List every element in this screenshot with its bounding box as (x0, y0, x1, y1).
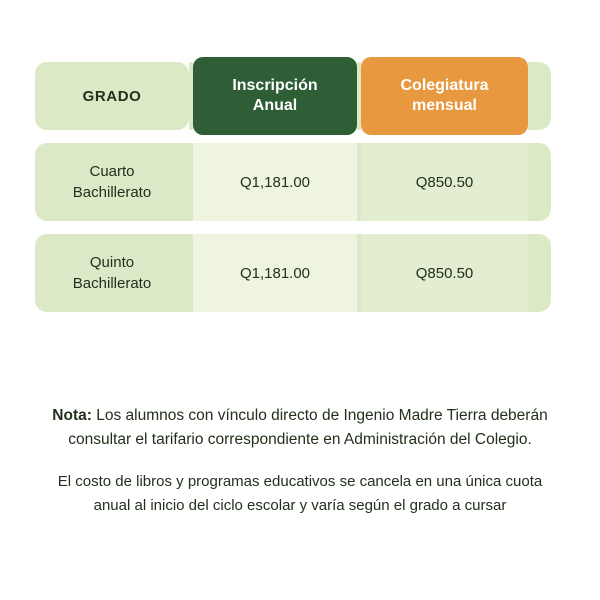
row-grado-cell (35, 234, 189, 312)
column-header-colegiatura (361, 57, 528, 135)
row-inscripcion-value: Q1,181.00 (193, 234, 357, 312)
note-primary-text: Los alumnos con vínculo directo de Ingenio Madre Tierra deberán consultar el tarifario correspondiente en Administración del Colegio. (68, 406, 548, 448)
row-grado-line2: Bachillerato (72, 184, 152, 201)
note-primary (40, 404, 560, 452)
row-grado-line1: Cuarto (89, 163, 135, 180)
table-row (35, 234, 565, 312)
row-right-spacer (528, 234, 551, 312)
table-header-row (35, 62, 565, 130)
note-primary-label: Nota: (52, 406, 92, 424)
header-right-spacer (528, 62, 551, 130)
row-grado-cell (35, 143, 189, 221)
row-inscripcion-value: Q1,181.00 (193, 143, 357, 221)
column-header-colegiatura-line2: mensual (412, 97, 477, 114)
fees-table (35, 62, 565, 325)
column-header-grado: GRADO (35, 62, 189, 130)
row-colegiatura-value: Q850.50 (361, 143, 528, 221)
notes-section (40, 388, 560, 533)
row-grado-line1: Quinto (89, 254, 135, 271)
table-row (35, 143, 565, 221)
column-header-inscripcion (193, 57, 357, 135)
row-colegiatura-value: Q850.50 (361, 234, 528, 312)
note-secondary: El costo de libros y programas educativos se cancela en una única cuota anual al inicio del ciclo escolar y varía según el grado a cursar (57, 472, 543, 514)
column-header-inscripcion-line2: Anual (252, 97, 298, 114)
column-header-colegiatura-line1: Colegiatura (400, 77, 489, 94)
row-grado-line2: Bachillerato (72, 275, 152, 292)
row-right-spacer (528, 143, 551, 221)
column-header-inscripcion-line1: Inscripción (232, 77, 318, 94)
